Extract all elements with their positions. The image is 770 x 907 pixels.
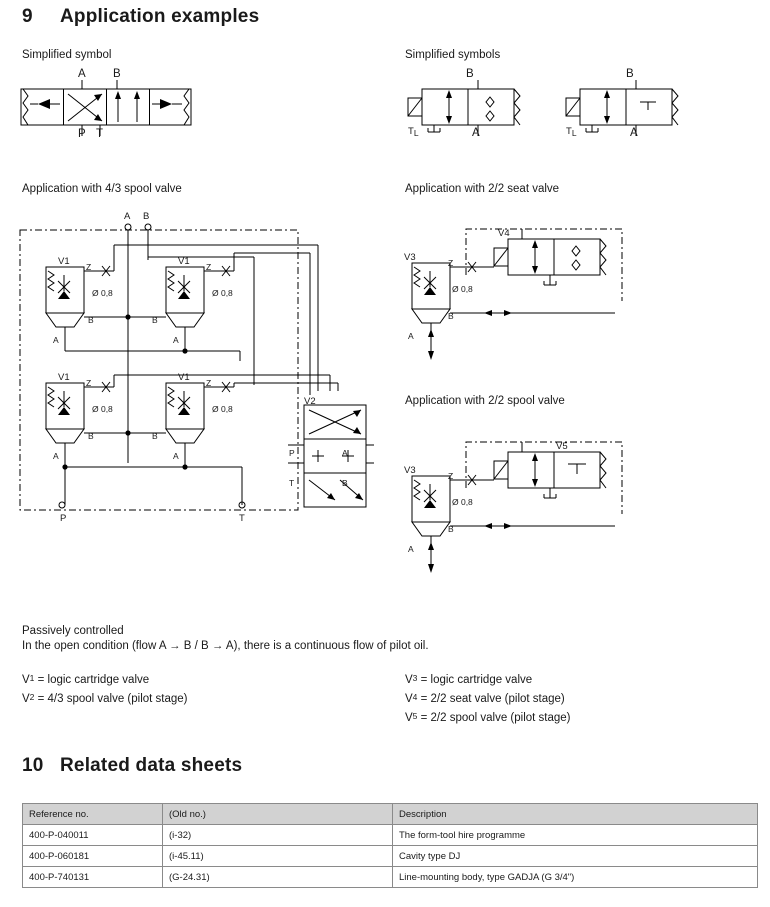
- label-A-left-symbol: A: [78, 68, 86, 80]
- cell-old-no: (i-32): [163, 825, 393, 846]
- label-A-bottom-left-valve: A: [53, 451, 59, 461]
- label-V1-bottom-right: V1: [178, 372, 190, 383]
- cell-reference-no: 400-P-060181: [23, 846, 163, 867]
- label-B-top-left-valve: B: [88, 315, 94, 325]
- label-Z-bottom-left: Z: [86, 378, 92, 388]
- caption-app-43-spool: Application with 4/3 spool valve: [22, 183, 182, 195]
- label-B-spool-circuit: B: [448, 524, 454, 534]
- notes-heading: Passively controlled: [22, 625, 124, 637]
- label-A-seat-symbol: A: [472, 127, 480, 139]
- label-V1-top-left: V1: [58, 256, 70, 267]
- symbol-4-3-spool-valve: [20, 80, 200, 138]
- table-row: [23, 825, 758, 846]
- caption-app-22-spool: Application with 2/2 spool valve: [405, 395, 565, 407]
- label-A-top-right-valve: A: [173, 335, 179, 345]
- label-Z-top-left: Z: [86, 262, 92, 272]
- label-B-bottom-right-valve: B: [152, 431, 158, 441]
- label-V3-spool: V3: [404, 465, 416, 476]
- label-V2: V2: [304, 396, 316, 407]
- label-orifice-seat: Ø 0,8: [452, 284, 473, 294]
- label-B-top-right-valve: B: [152, 315, 158, 325]
- label-orifice-top-left: Ø 0,8: [92, 288, 113, 298]
- label-Z-spool: Z: [448, 471, 454, 481]
- cell-description: Cavity type DJ: [393, 846, 758, 867]
- legend-item-v3: $V^3$ = logic cartridge valve: [405, 673, 533, 686]
- label-A-circuit-top: A: [124, 211, 131, 222]
- label-B-seat-symbol: B: [466, 68, 474, 80]
- legend-item-v2: $V^2 = 4/3$ spool valve (pilot stage): [22, 692, 188, 705]
- table-header-row: [23, 804, 758, 825]
- label-orifice-bottom-right: Ø 0,8: [212, 404, 233, 414]
- cell-description: Line-mounting body, type GADJA (G 3/4"): [393, 867, 758, 888]
- cell-old-no: (i-45.11): [163, 846, 393, 867]
- section-title: Application examples: [60, 6, 260, 27]
- cell-description: The form-tool hire programme: [393, 825, 758, 846]
- section-title-10: Related data sheets: [60, 755, 243, 776]
- label-P-left-symbol: P: [78, 128, 86, 140]
- label-V5: V5: [556, 441, 568, 452]
- header-reference-no: Reference no.: [23, 804, 163, 825]
- legend-right: [405, 670, 571, 727]
- label-V3-seat: V3: [404, 252, 416, 263]
- label-A-bottom-right-valve: A: [173, 451, 179, 461]
- header-old-no: (Old no.): [163, 804, 393, 825]
- label-A-spool-symbol: A: [630, 127, 638, 139]
- label-V1-bottom-left: V1: [58, 372, 70, 383]
- label-B-bottom-left-valve: B: [88, 431, 94, 441]
- section-heading-9: [22, 6, 259, 28]
- label-V1-top-right: V1: [178, 256, 190, 267]
- label-P-V2: P: [289, 448, 295, 458]
- label-orifice-top-right: Ø 0,8: [212, 288, 233, 298]
- label-orifice-bottom-left: Ø 0,8: [92, 404, 113, 414]
- circuit-22-seat-valve: [400, 205, 650, 365]
- legend-item-v5: $V^5 = 2/2$ spool valve (pilot stage): [405, 711, 571, 724]
- label-Z-seat: Z: [448, 258, 454, 268]
- label-A-V2: A: [342, 448, 348, 458]
- label-T-V2: T: [289, 478, 295, 488]
- label-A-spool-circuit: A: [408, 544, 414, 554]
- label-B-circuit-top: B: [143, 211, 150, 222]
- label-B-left-symbol: B: [113, 68, 121, 80]
- table-row: [23, 867, 758, 888]
- label-B-V2: B: [342, 478, 348, 488]
- header-description: Description: [393, 804, 758, 825]
- label-B-seat-circuit: B: [448, 311, 454, 321]
- circuit-22-spool-valve: [400, 418, 650, 578]
- section-heading-10: [22, 755, 242, 777]
- caption-app-22-seat: Application with 2/2 seat valve: [405, 183, 560, 195]
- legend-item-v4: $V^4 = 2/2$ seat valve (pilot stage): [405, 692, 565, 705]
- caption-simplified-symbol: Simplified symbol: [22, 49, 112, 61]
- section-number: 9: [22, 6, 33, 27]
- related-data-sheets-table: [22, 803, 758, 888]
- label-Z-top-right: Z: [206, 262, 212, 272]
- caption-simplified-symbols: Simplified symbols: [405, 49, 501, 61]
- section-number-10: 10: [22, 755, 44, 776]
- notes-body: In the open condition (flow A → B / B → A), there is a continuous flow of pilot oil.: [22, 640, 429, 652]
- legend-left: [22, 670, 188, 708]
- label-orifice-spool: Ø 0,8: [452, 497, 473, 507]
- label-P-circuit-bottom: P: [60, 513, 67, 524]
- label-A-top-left-valve: A: [53, 335, 59, 345]
- table-row: [23, 846, 758, 867]
- cell-reference-no: 400-P-740131: [23, 867, 163, 888]
- label-V4: V4: [498, 228, 510, 239]
- label-T-left-symbol: T: [96, 128, 104, 140]
- label-T-circuit-bottom: T: [239, 513, 245, 524]
- label-A-seat-circuit: A: [408, 331, 414, 341]
- label-TL-seat-symbol: TL: [408, 126, 419, 138]
- legend-item-v1: $V^1$ = logic cartridge valve: [22, 673, 150, 686]
- cell-old-no: (G-24.31): [163, 867, 393, 888]
- label-Z-bottom-right: Z: [206, 378, 212, 388]
- cell-reference-no: 400-P-040011: [23, 825, 163, 846]
- label-B-spool-symbol: B: [626, 68, 634, 80]
- circuit-43-spool-valve: [18, 205, 388, 535]
- label-TL-spool-symbol: TL: [566, 126, 577, 138]
